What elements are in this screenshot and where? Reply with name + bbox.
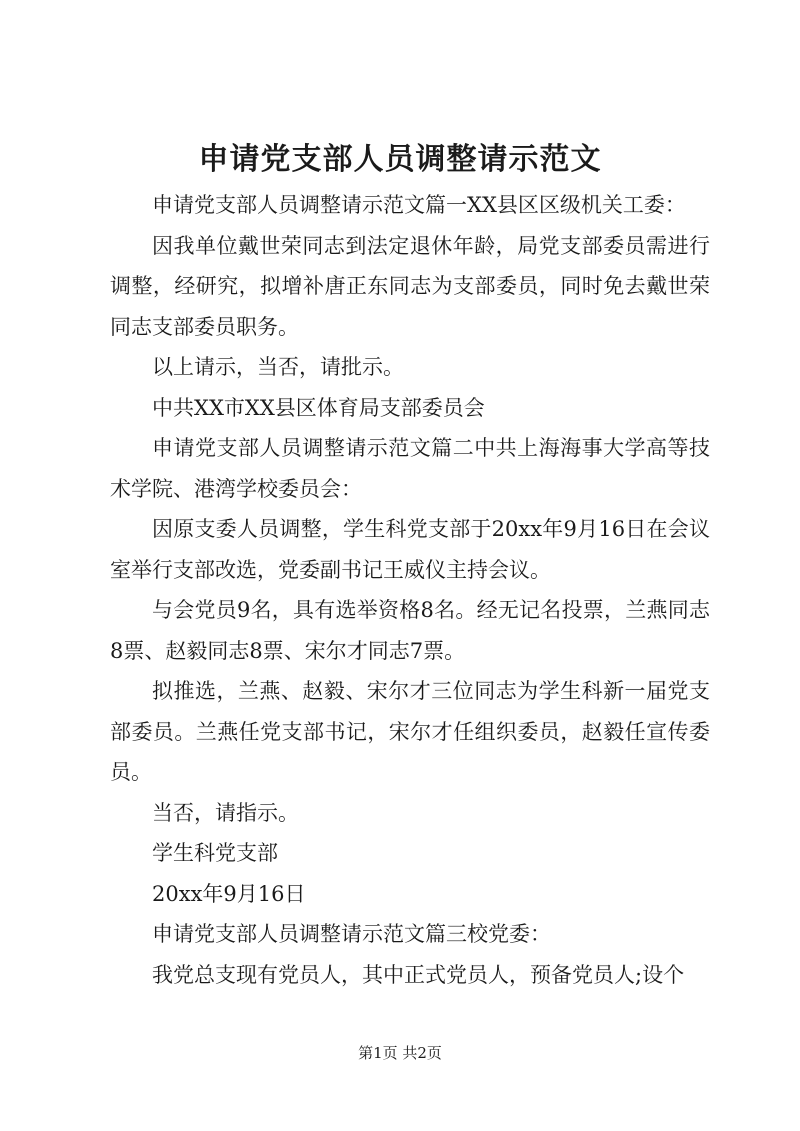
paragraph: 以上请示，当否，请批示。 — [152, 355, 404, 379]
paragraph: 申请党支部人员调整请示范文篇一XX县区区级机关工委： — [152, 193, 686, 217]
paragraph: 当否，请指示。 — [152, 800, 299, 825]
paragraph: 申请党支部人员调整请示范文篇二中共上海海事大学高等技术学院、港湾学校委员会： — [110, 436, 710, 501]
page-footer: 第1页 共2页 — [358, 1044, 442, 1062]
paragraph: 因我单位戴世荣同志到法定退休年龄，局党支部委员需进行调整，经研究，拟增补唐正东同志为支部委员，同时免去戴世荣同志支部委员职务。 — [110, 233, 710, 339]
document-title: 申请党支部人员调整请示范文 — [198, 142, 602, 177]
paragraph: 拟推选，兰燕、赵毅、宋尔才三位同志为学生科新一届党支部委员。兰燕任党支部书记，宋尔才任组织委员，赵毅任宣传委员。 — [110, 679, 710, 784]
document-body — [110, 185, 710, 995]
paragraph: 申请党支部人员调整请示范文篇三校党委： — [152, 922, 551, 946]
paragraph: 中共XX市XX县区体育局支部委员会 — [152, 395, 485, 420]
paragraph: 20xx年9月16日 — [152, 881, 306, 906]
paragraph: 我党总支现有党员人，其中正式党员人，预备党员人;设个 — [152, 962, 685, 987]
paragraph: 因原支委人员调整，学生科党支部于20xx年9月16日在会议室举行支部改选，党委副书记王威仪主持会议。 — [110, 517, 710, 582]
paragraph: 与会党员9名，具有选举资格8名。经无记名投票，兰燕同志8票、赵毅同志8票、宋尔才同志7票。 — [110, 598, 710, 663]
paragraph: 学生科党支部 — [152, 841, 278, 865]
